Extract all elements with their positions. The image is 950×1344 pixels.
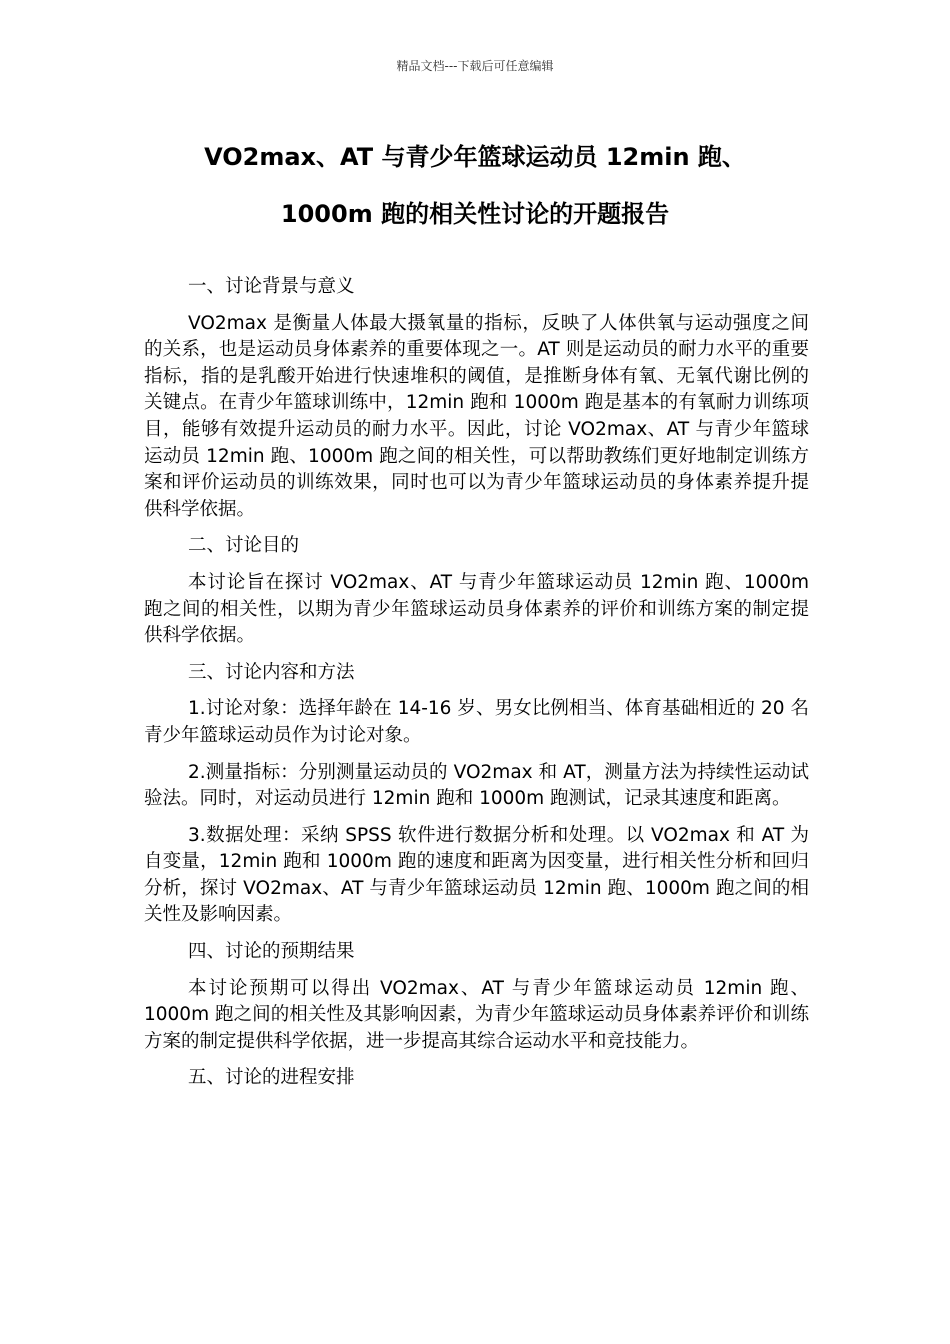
section-heading-schedule: 五、讨论的进程安排 (188, 1067, 355, 1089)
section-heading-content-methods: 三、讨论内容和方法 (188, 661, 355, 683)
paragraph-purpose: 本讨论旨在探讨 VO2max、AT 与青少年篮球运动员 12min 跑、1000m 跑之间的相关性，以期为青少年篮球运动员身体素养的评价和训练方案的制定提供科学依据。 (144, 571, 809, 647)
section-heading-expected-results: 四、讨论的预期结果 (188, 941, 355, 963)
paragraph-data-processing: 3.数据处理：采纳 SPSS 软件进行数据分析和处理。以 VO2max 和 AT 为自变量，12min 跑和 1000m 跑的速度和距离为因变量，进行相关性分析和回归分析，探讨 VO2max、AT 与青少年篮球运动员 12min 跑、1000m 跑之间的相关性及影响因素。 (144, 824, 809, 926)
section-heading-background: 一、讨论背景与意义 (188, 276, 355, 297)
document-body (144, 274, 809, 1102)
page-header: 精品文档---下载后可任意编辑 (396, 59, 554, 73)
paragraph-measurements: 2.测量指标：分别测量运动员的 VO2max 和 AT，测量方法为持续性运动试验法。同时，对运动员进行 12min 跑和 1000m 跑测试，记录其速度和距离。 (144, 761, 809, 810)
document-title-line-2: 1000m 跑的相关性讨论的开题报告 (280, 200, 670, 228)
document-title-line-1: VO2max、AT 与青少年篮球运动员 12min 跑、 (204, 143, 746, 171)
paragraph-background: VO2max 是衡量人体最大摄氧量的指标，反映了人体供氧与运动强度之间的关系，也是运动员身体素养的重要体现之一。AT 则是运动员的耐力水平的重要指标，指的是乳酸开始进行快速堆积的阈值，是推断身体有氧、无氧代谢比例的关键点。在青少年篮球训练中，12min 跑和 1000m 跑是基本的有氧耐力训练项目，能够有效提升运动员的耐力水平。因此，讨论 VO2max、AT 与青少年篮球运动员 12min 跑、1000m 跑之间的相关性，可以帮助教练们更好地制定训练方案和评价运动员的训练效果，同时也可以为青少年篮球运动员的身体素养提升提供科学依据。 (144, 312, 809, 520)
paragraph-expected-results: 本讨论预期可以得出 VO2max、AT 与青少年篮球运动员 12min 跑、1000m 跑之间的相关性及其影响因素，为青少年篮球运动员身体素养评价和训练方案的制定提供科学依据，进一步提高其综合运动水平和竞技能力。 (144, 977, 809, 1052)
section-heading-purpose: 二、讨论目的 (188, 535, 300, 557)
paragraph-subjects: 1.讨论对象：选择年龄在 14-16 岁、男女比例相当、体育基础相近的 20 名青少年篮球运动员作为讨论对象。 (144, 698, 809, 746)
